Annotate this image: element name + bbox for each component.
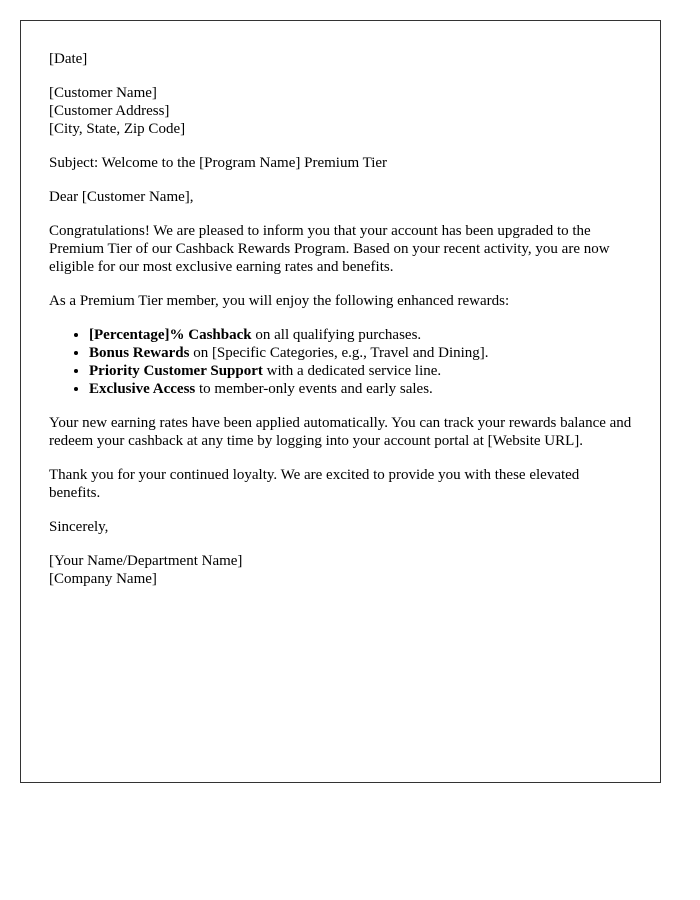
closing-paragraph: Thank you for your continued loyalty. We are excited to provide you with these elevated benefits. (49, 467, 580, 501)
recipient-address: [Customer Address] (49, 103, 170, 119)
recipient-name: [Customer Name] (49, 85, 157, 101)
subject: Subject: Welcome to the [Program Name] Premium Tier (49, 155, 388, 171)
benefit-title: Bonus Rewards (89, 345, 190, 361)
list-item (89, 326, 632, 344)
benefits-list (49, 326, 632, 398)
benefit-text: on all qualifying purchases. (251, 327, 422, 343)
list-item (89, 380, 632, 398)
intro-paragraph: Congratulations! We are pleased to inform you that your account has been upgraded to the Premium Tier of our Cashback Rewards Program. Based on your recent activity, you are now eligible for our most exclusive earning rates and benefits. (49, 223, 610, 275)
benefit-title: Exclusive Access (89, 381, 196, 397)
list-item (89, 344, 632, 362)
benefits-intro: As a Premium Tier member, you will enjoy the following enhanced rewards: (49, 293, 510, 309)
benefit-text: to member-only events and early sales. (195, 381, 433, 397)
letter (20, 20, 661, 783)
salutation: Dear [Customer Name], (49, 189, 194, 205)
signoff: Sincerely, (49, 519, 109, 535)
benefit-text: with a dedicated service line. (262, 363, 442, 379)
body-paragraph: Your new earning rates have been applied automatically. You can track your rewards balance and redeem your cashback at any time by logging into your account portal at [Website URL]. (49, 415, 632, 449)
benefit-text: on [Specific Categories, e.g., Travel and Dining]. (189, 345, 489, 361)
list-item (89, 362, 632, 380)
sender-company: [Company Name] (49, 571, 157, 587)
benefit-title: [Percentage]% Cashback (89, 327, 252, 343)
date: [Date] (49, 51, 88, 67)
recipient-block (49, 84, 632, 138)
sender-block (49, 552, 632, 588)
benefit-title: Priority Customer Support (89, 363, 263, 379)
recipient-city: [City, State, Zip Code] (49, 121, 186, 137)
sender-name: [Your Name/Department Name] (49, 553, 243, 569)
